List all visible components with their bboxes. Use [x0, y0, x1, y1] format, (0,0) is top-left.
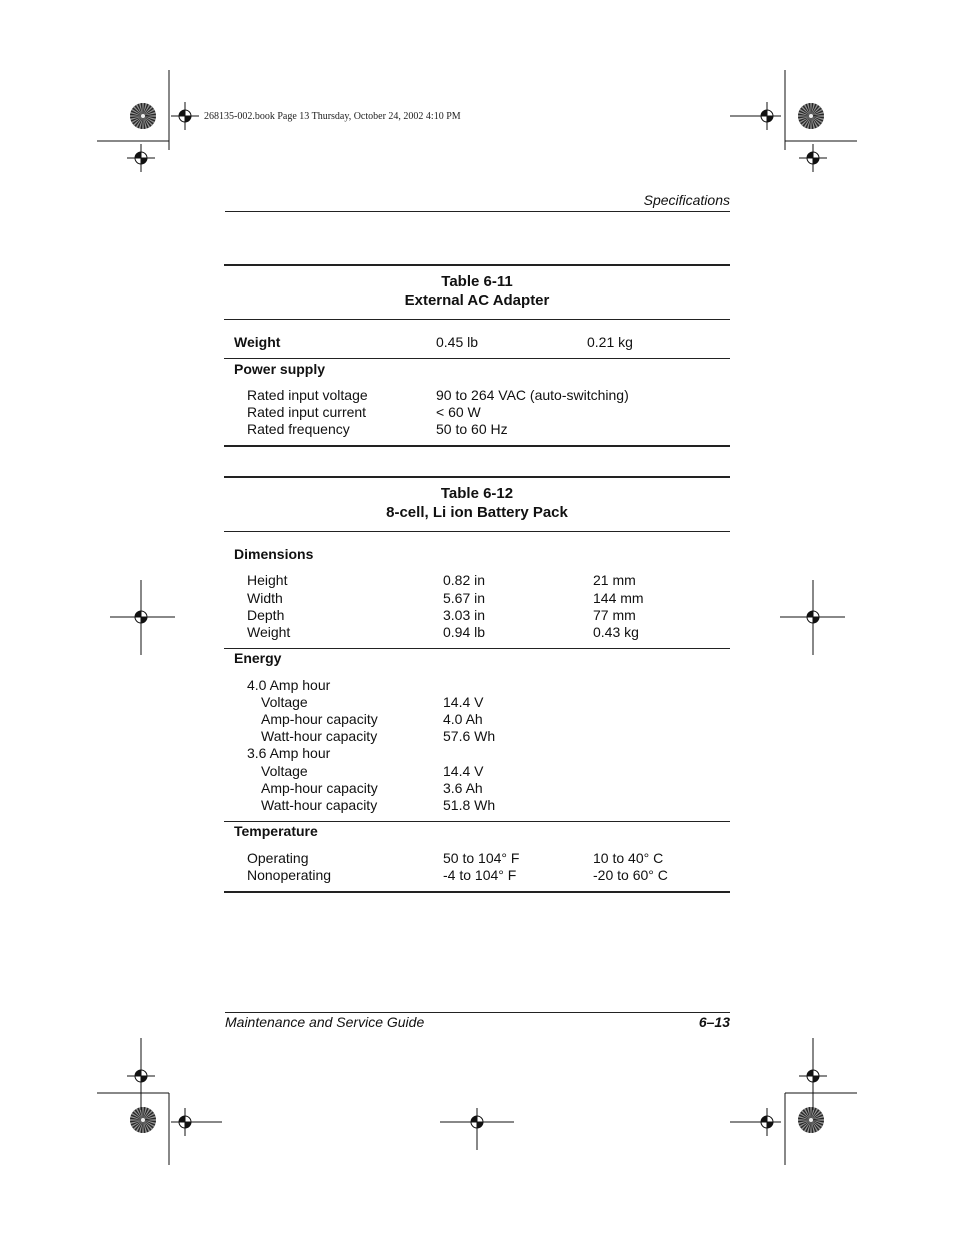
list-item: 3.6 Ah [443, 780, 483, 796]
table-top-rule [224, 476, 730, 478]
starburst-target-icon [798, 103, 824, 129]
list-item: 10 to 40° C [593, 850, 664, 866]
list-item: 0.94 lb [443, 624, 486, 640]
footer-title: Maintenance and Service Guide [225, 1014, 425, 1030]
list-item: 21 mm [593, 572, 636, 588]
row-rule [224, 821, 730, 822]
footer-rule [225, 1012, 730, 1013]
weight-kg: 0.21 kg [587, 334, 633, 350]
energy-label: Energy [234, 650, 282, 666]
list-item: Amp-hour capacity [261, 780, 378, 796]
crop-line [110, 617, 175, 618]
crop-line [730, 116, 767, 117]
table-title: 8-cell, Li ion Battery Pack [386, 504, 568, 521]
list-item: 14.4 V [443, 763, 484, 779]
table-bottom-rule [224, 445, 730, 447]
table-number: Table 6-12 [440, 485, 514, 502]
weight-label: Weight [234, 334, 281, 350]
list-item: 0.82 in [443, 572, 486, 588]
list-item: 51.8 Wh [443, 797, 496, 813]
list-item: 144 mm [593, 590, 644, 606]
crop-line [785, 70, 786, 150]
crop-line [813, 1038, 814, 1110]
caption-rule [224, 531, 730, 532]
list-item: 0.43 kg [593, 624, 639, 640]
registration-crosshair-icon [171, 102, 199, 130]
crop-line [169, 1093, 170, 1165]
list-item: Weight [247, 624, 291, 640]
list-item: < 60 W [436, 404, 481, 420]
crop-line [477, 1108, 478, 1150]
list-item: Rated input voltage [247, 387, 368, 403]
list-item: Height [247, 572, 288, 588]
list-item: 50 to 104° F [443, 850, 520, 866]
crop-line [185, 1122, 222, 1123]
registration-crosshair-icon [127, 144, 155, 172]
crop-line [141, 1038, 142, 1110]
list-item: 4.0 Ah [443, 711, 483, 727]
row-rule [224, 358, 730, 359]
page-number: 6–13 [698, 1014, 730, 1030]
caption-rule [224, 319, 730, 320]
table-title: External AC Adapter [404, 292, 550, 309]
crop-line [785, 1093, 857, 1094]
list-item: Operating [247, 850, 309, 866]
row-rule [224, 648, 730, 649]
weight-lb: 0.45 lb [436, 334, 479, 350]
crop-line [440, 1122, 514, 1123]
list-item: Width [247, 590, 283, 606]
table-top-rule [224, 264, 730, 266]
list-item: -4 to 104° F [443, 867, 517, 883]
dimensions-label: Dimensions [234, 546, 314, 562]
starburst-target-icon [130, 103, 156, 129]
list-item: 3.6 Amp hour [247, 745, 331, 761]
list-item: Watt-hour capacity [261, 797, 378, 813]
list-item: Rated frequency [247, 421, 350, 437]
list-item: Amp-hour capacity [261, 711, 378, 727]
registration-crosshair-icon [799, 144, 827, 172]
list-item: Watt-hour capacity [261, 728, 378, 744]
list-item: 57.6 Wh [443, 728, 496, 744]
list-item: 3.03 in [443, 607, 486, 623]
list-item: 50 to 60 Hz [436, 421, 508, 437]
list-item: -20 to 60° C [593, 867, 668, 883]
list-item: Nonoperating [247, 867, 332, 883]
table-bottom-rule [224, 891, 730, 893]
temperature-label: Temperature [234, 823, 318, 839]
list-item: Rated input current [247, 404, 367, 420]
slug-line: 268135-002.book Page 13 Thursday, October 24, 2002 4:10 PM [204, 111, 461, 122]
list-item: Voltage [261, 763, 308, 779]
list-item: 77 mm [593, 607, 636, 623]
table-number: Table 6-11 [441, 273, 513, 290]
list-item: 5.67 in [443, 590, 486, 606]
crop-line [780, 617, 845, 618]
crop-line [97, 141, 169, 142]
crop-line [785, 141, 857, 142]
crop-line [730, 1122, 767, 1123]
list-item: 14.4 V [443, 694, 484, 710]
running-header: Specifications [643, 192, 730, 208]
crop-line [169, 70, 170, 150]
list-item: Depth [247, 607, 285, 623]
list-item: 4.0 Amp hour [247, 677, 331, 693]
power-supply-label: Power supply [234, 361, 326, 377]
list-item: 90 to 264 VAC (auto-switching) [436, 387, 629, 403]
list-item: Voltage [261, 694, 308, 710]
starburst-target-icon [130, 1107, 156, 1133]
crop-line [785, 1093, 786, 1165]
starburst-target-icon [798, 1107, 824, 1133]
crop-line [97, 1093, 169, 1094]
header-rule [225, 211, 730, 212]
